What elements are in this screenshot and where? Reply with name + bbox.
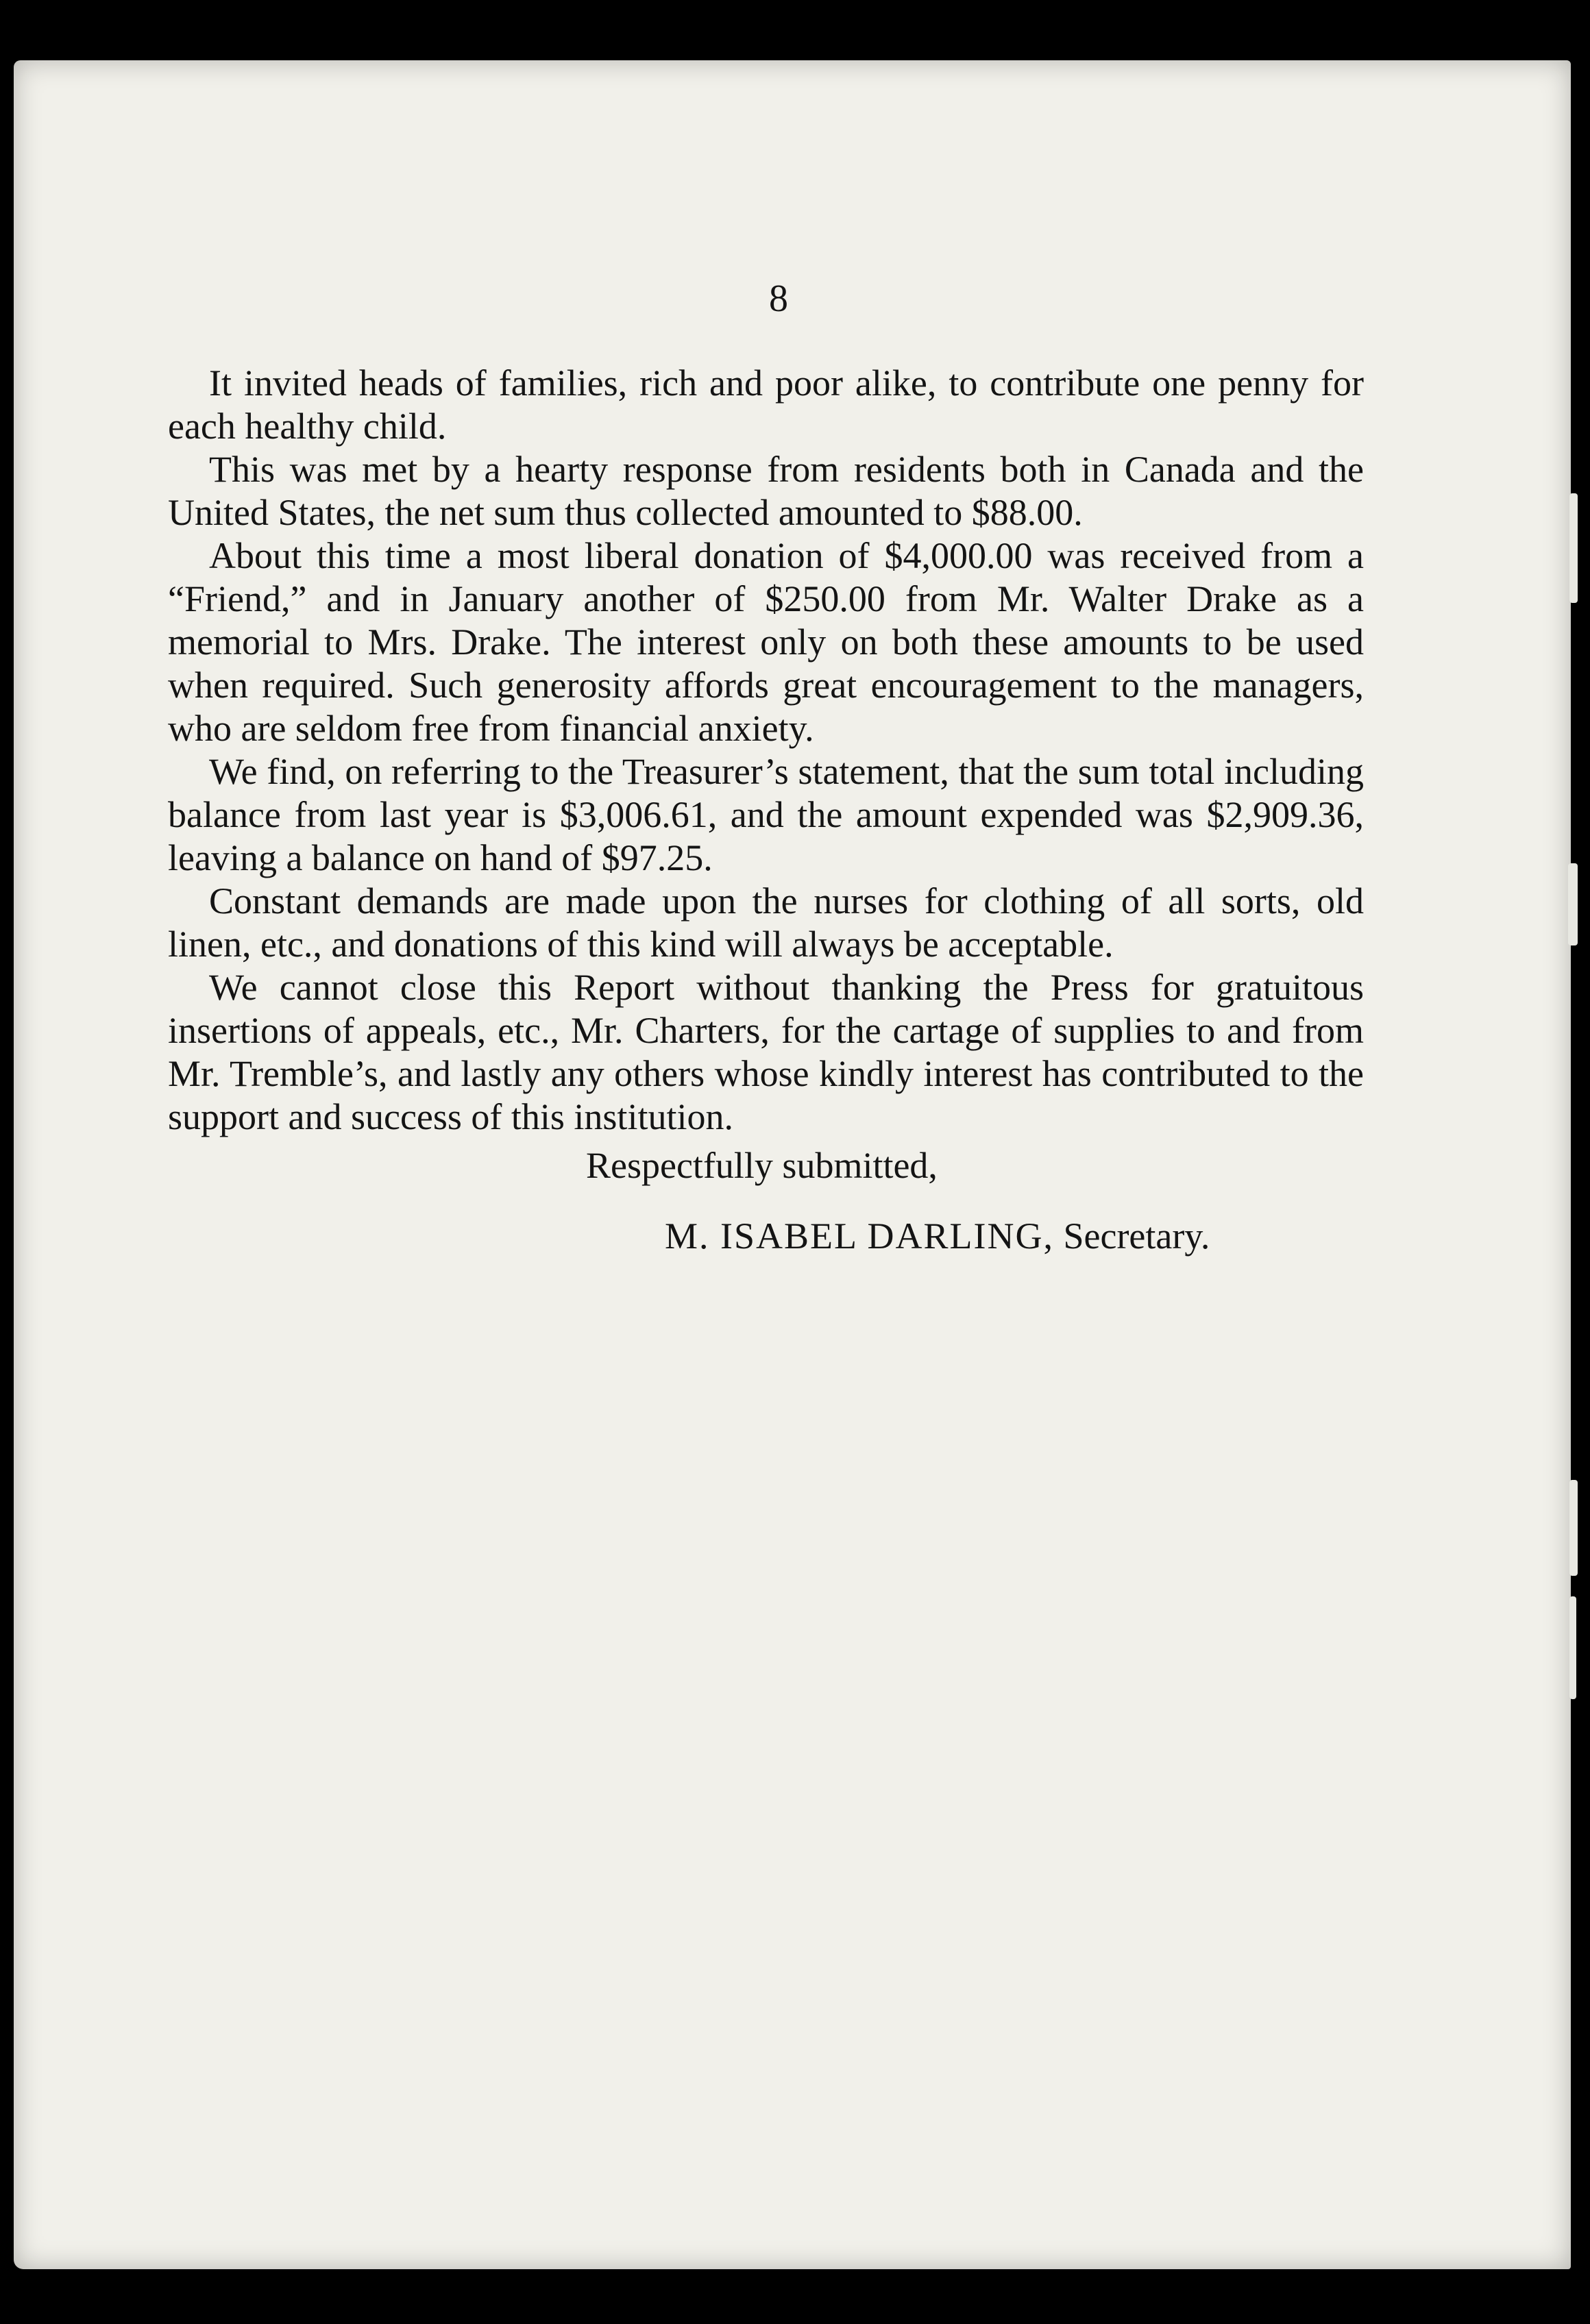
paragraph-penny-appeal: It invited heads of families, rich and poor alike, to contribute one penny for each healthy child. xyxy=(168,362,1364,447)
binding-edge-mark xyxy=(1569,1480,1578,1576)
paragraph-thanks: We cannot close this Report without thanking the Press for gratuitous insertions of appeals, etc., Mr. Charters, for the cartage of supplies to and from Mr. Tremble’s, and lastly any others whose kindly interest has contributed to the support and success of this institution. xyxy=(168,967,1364,1137)
report-body xyxy=(168,362,1364,1258)
document-page xyxy=(14,60,1571,2269)
binding-edge-mark xyxy=(1568,863,1578,945)
binding-edge-mark xyxy=(1569,493,1578,603)
paragraph-response: This was met by a hearty response from residents both in Canada and the United States, the net sum thus collected amounted to $88.00. xyxy=(168,449,1364,533)
binding-edge-mark xyxy=(1569,1596,1576,1699)
paragraph-clothing-demands: Constant demands are made upon the nurses for clothing of all sorts, old linen, etc., and donations of this kind will always be acceptable. xyxy=(168,880,1364,965)
closing-line: Respectfully submitted, xyxy=(586,1145,938,1186)
signature-name: M. ISABEL DARLING, xyxy=(665,1215,1054,1257)
signature-title: Secretary. xyxy=(1063,1215,1210,1257)
paragraph-donations: About this time a most liberal donation of $4,000.00 was received from a “Friend,” and in January another of $250.00 from Mr. Walter Drake as a memorial to Mrs. Drake. The interest only on both these amounts to be used when required. Such generosity affords great encouragement to the managers, who are seldom free from financial anxiety. xyxy=(168,535,1364,749)
paragraph-treasurer-statement: We find, on referring to the Treasurer’s statement, that the sum total including balance from last year is $3,006.61, and the amount expended was $2,909.36, leaving a balance on hand of $97.25. xyxy=(168,751,1364,878)
page-number: 8 xyxy=(769,277,788,320)
signature xyxy=(665,1215,1364,1258)
